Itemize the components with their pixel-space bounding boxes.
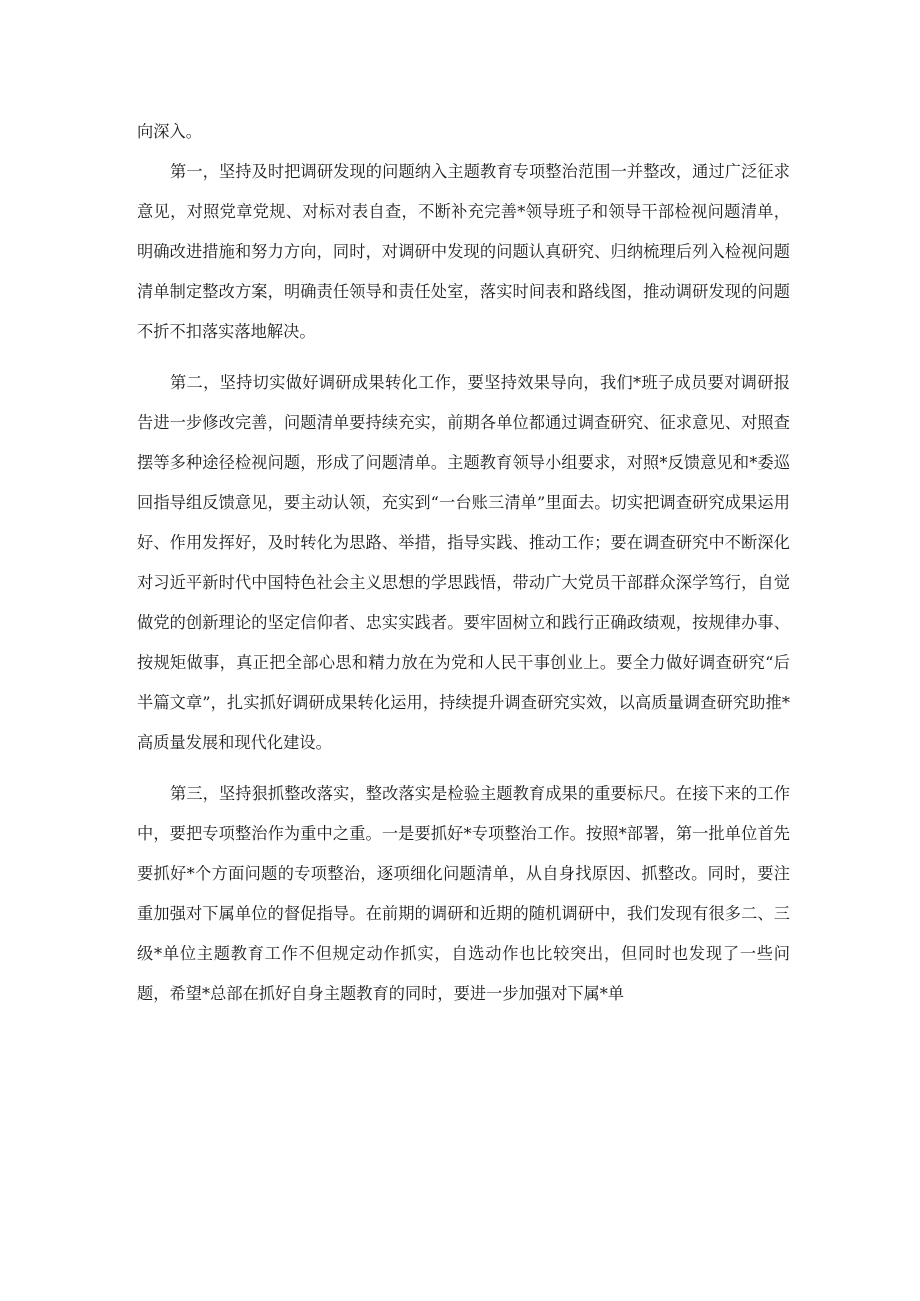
paragraph-continuation: 向深入。 [137, 122, 202, 141]
paragraph-third-point: 第三，坚持狠抓整改落实，整改落实是检验主题教育成果的重要标尺。在接下来的工作中，要把专项整治作为重中之重。一是要抓好*专项整治工作。按照*部署，第一批单位首先要抓好*个方面问题的专项整治，逐项细化问题清单，从自身找原因、抓整改。同时，要注重加强对下属单位的督促指导。在前期的调研和近期的随机调研中，我们发现有很多二、三级*单位主题教育工作不但规定动作抓实，自选动作也比较突出，但同时也发现了一些问题，希望*总部在抓好自身主题教育的同时，要进一步加强对下属*单 [137, 783, 790, 1003]
document-body [137, 112, 790, 1014]
paragraph-second-point: 第二，坚持切实做好调研成果转化工作，要坚持效果导向，我们*班子成员要对调研报告进一步修改完善，问题清单要持续充实，前期各单位都通过调查研究、征求意见、对照查摆等多种途径检视问题，形成了问题清单。主题教育领导小组要求，对照*反馈意见和*委巡回指导组反馈意见，要主动认领，充实到“一台账三清单”里面去。切实把调查研究成果运用好、作用发挥好，及时转化为思路、举措，指导实践、推动工作；要在调查研究中不断深化对习近平新时代中国特色社会主义思想的学思践悟，带动广大党员干部群众深学笃行，自觉做党的创新理论的坚定信仰者、忠实实践者。要牢固树立和践行正确政绩观，按规律办事、按规矩做事，真正把全部心思和精力放在为党和人民干事创业上。要全力做好调查研究“后半篇文章”，扎实抓好调研成果转化运用，持续提升调查研究实效，以高质量调查研究助推*高质量发展和现代化建设。 [137, 372, 790, 753]
paragraph-first-point: 第一，坚持及时把调研发现的问题纳入主题教育专项整治范围一并整改，通过广泛征求意见，对照党章党规、对标对表自查，不断补充完善*领导班子和领导干部检视问题清单，明确改进措施和努力方向，同时，对调研中发现的问题认真研究、归纳梳理后列入检视问题清单制定整改方案，明确责任领导和责任处室，落实时间表和路线图，推动调研发现的问题不折不扣落实落地解决。 [137, 162, 790, 342]
